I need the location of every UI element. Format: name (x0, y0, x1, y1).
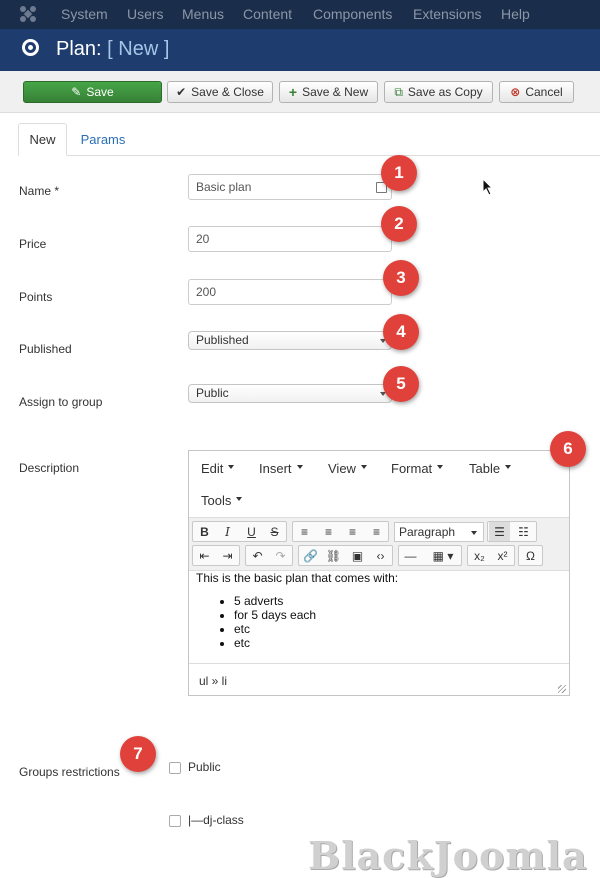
editor-menu-insert-label: Insert (259, 461, 292, 476)
chevron-down-icon (236, 497, 242, 504)
callout-badge-4: 4 (383, 314, 419, 350)
horizontal-rule-icon[interactable]: — (404, 548, 417, 563)
save-copy-label: Save as Copy (407, 85, 483, 99)
list-item: • etc (234, 636, 316, 650)
save-new-button[interactable] (279, 81, 378, 103)
price-label: Price (19, 237, 47, 251)
page-header (0, 29, 600, 71)
insert-group (298, 545, 393, 566)
omega-icon[interactable]: Ω (526, 548, 535, 563)
table-icon[interactable]: ▦ ▾ (432, 548, 454, 563)
menu-help[interactable]: Help (501, 6, 530, 22)
align-justify-icon[interactable]: ≡ (372, 524, 380, 539)
dj-class-checkbox[interactable] (169, 815, 181, 827)
paragraph-select[interactable] (394, 522, 484, 542)
history-group (245, 545, 293, 566)
menu-extensions[interactable]: Extensions (413, 6, 482, 22)
save-new-label: Save & New (302, 85, 369, 99)
editor-statusbar (189, 663, 569, 696)
group-select[interactable] (188, 384, 392, 403)
editor-menu-insert[interactable] (259, 461, 303, 476)
description-label: Description (19, 461, 80, 475)
save-close-label: Save & Close (191, 85, 264, 99)
editor-menu-format[interactable] (391, 461, 443, 476)
menu-content[interactable]: Content (243, 6, 293, 22)
numbered-list-icon[interactable]: ☷ (518, 524, 529, 539)
check-icon: ✔ (176, 85, 187, 99)
redo-icon[interactable]: ↷ (275, 548, 286, 563)
name-input-value: Basic plan (196, 180, 252, 194)
editor-menu-table[interactable] (469, 461, 511, 476)
callout-badge-6: 6 (550, 431, 586, 467)
align-group (292, 521, 389, 542)
list-item: • for 5 days each (234, 608, 316, 622)
bullet-list-icon[interactable]: ☰ (489, 522, 510, 541)
chevron-down-icon (228, 465, 234, 472)
list-item: • 5 adverts (234, 594, 316, 608)
align-center-icon[interactable]: ≡ (324, 524, 332, 539)
page-title-status: [ New ] (107, 38, 170, 60)
link-icon[interactable]: 🔗 (303, 548, 318, 563)
editor-menu-tools-label: Tools (201, 493, 232, 508)
indent-icon[interactable]: ⇥ (222, 548, 233, 563)
joomla-logo-icon[interactable] (18, 4, 38, 24)
editor-menu-view[interactable] (328, 461, 367, 476)
callout-badge-1: 1 (381, 155, 417, 191)
image-icon[interactable]: ▣ (351, 548, 364, 563)
menu-users[interactable]: Users (127, 6, 164, 22)
callout-badge-2: 2 (381, 206, 417, 242)
save-close-button[interactable] (167, 81, 273, 103)
cancel-button[interactable] (499, 81, 574, 103)
tab-params[interactable]: Params (80, 132, 126, 147)
groups-restrictions-label: Groups restrictions (19, 765, 120, 779)
code-icon[interactable]: ‹› (376, 548, 385, 563)
name-label: Name * (19, 184, 60, 198)
watermark-logo: BlackJoomla (308, 833, 588, 878)
cancel-label: Cancel (525, 85, 563, 99)
group-label: Assign to group (19, 395, 103, 409)
align-left-icon[interactable]: ≡ (300, 524, 308, 539)
menu-system[interactable]: System (61, 6, 108, 22)
published-select[interactable] (188, 331, 392, 350)
group-select-value: Public (196, 386, 229, 400)
price-input[interactable] (188, 226, 392, 252)
callout-badge-5: 5 (383, 366, 419, 402)
underline-icon[interactable]: U (247, 524, 256, 539)
public-checkbox[interactable] (169, 762, 181, 774)
save-copy-button[interactable] (384, 81, 493, 103)
menu-menus[interactable]: Menus (182, 6, 225, 22)
chevron-down-icon (297, 465, 303, 472)
save-button-label: Save (86, 85, 114, 99)
superscript-icon[interactable]: x² (497, 548, 508, 563)
italic-icon[interactable]: I (225, 524, 230, 539)
callout-badge-7: 7 (120, 736, 156, 772)
top-menu-bar (0, 0, 600, 29)
outdent-icon[interactable]: ⇤ (199, 548, 210, 563)
cancel-icon: ⊗ (510, 85, 521, 99)
copy-icon: ⧉ (394, 85, 403, 99)
save-button[interactable] (23, 81, 162, 103)
resize-handle-icon[interactable] (558, 685, 566, 693)
menu-components[interactable]: Components (313, 6, 393, 22)
indent-group (192, 545, 240, 566)
published-label: Published (19, 342, 72, 356)
align-right-icon[interactable]: ≡ (348, 524, 356, 539)
published-select-value: Published (196, 333, 249, 347)
list-item: • etc (234, 622, 316, 636)
edit-icon: ✎ (71, 85, 82, 99)
description-editor (188, 450, 570, 696)
tab-new[interactable]: New (18, 123, 67, 156)
hr-table-group (398, 545, 462, 566)
undo-icon[interactable]: ↶ (252, 548, 263, 563)
editor-menu-view-label: View (328, 461, 356, 476)
unlink-icon[interactable]: ⛓ (325, 548, 342, 563)
subscript-icon[interactable]: x₂ (474, 548, 485, 563)
editor-menu-table-label: Table (469, 461, 501, 476)
editor-menu-edit-label: Edit (201, 461, 224, 476)
strikethrough-icon[interactable]: S (270, 524, 279, 539)
action-toolbar (0, 71, 600, 113)
plus-icon: + (288, 84, 298, 100)
page-title-main: Plan: (56, 38, 102, 60)
special-char-group (518, 545, 543, 566)
editor-content[interactable] (189, 570, 569, 662)
list-group (487, 521, 537, 542)
editor-toolbar (189, 517, 569, 571)
content-intro: This is the basic plan that comes with: (196, 571, 399, 585)
editor-menu-edit[interactable] (201, 461, 234, 476)
mouse-cursor-icon (482, 178, 494, 196)
points-label: Points (19, 290, 53, 304)
price-input-value: 20 (196, 232, 210, 246)
chevron-down-icon (437, 465, 443, 472)
editor-menu-format-label: Format (391, 461, 433, 476)
target-icon (22, 39, 39, 56)
points-input-value: 200 (196, 285, 217, 299)
callout-badge-3: 3 (383, 260, 419, 296)
points-input[interactable] (188, 279, 392, 305)
chevron-down-icon (361, 465, 367, 472)
editor-menu-tools[interactable] (201, 493, 242, 508)
name-input[interactable] (188, 174, 392, 200)
paragraph-select-value: Paragraph (399, 525, 456, 539)
dj-class-checkbox-label: |—dj-class (188, 813, 244, 827)
public-checkbox-label: Public (188, 760, 221, 774)
format-group (192, 521, 287, 542)
chevron-down-icon (505, 465, 511, 472)
bold-icon[interactable]: B (200, 524, 209, 539)
element-path: ul » li (199, 674, 228, 688)
page-title (56, 38, 169, 61)
content-list (234, 594, 316, 650)
script-group (467, 545, 515, 566)
